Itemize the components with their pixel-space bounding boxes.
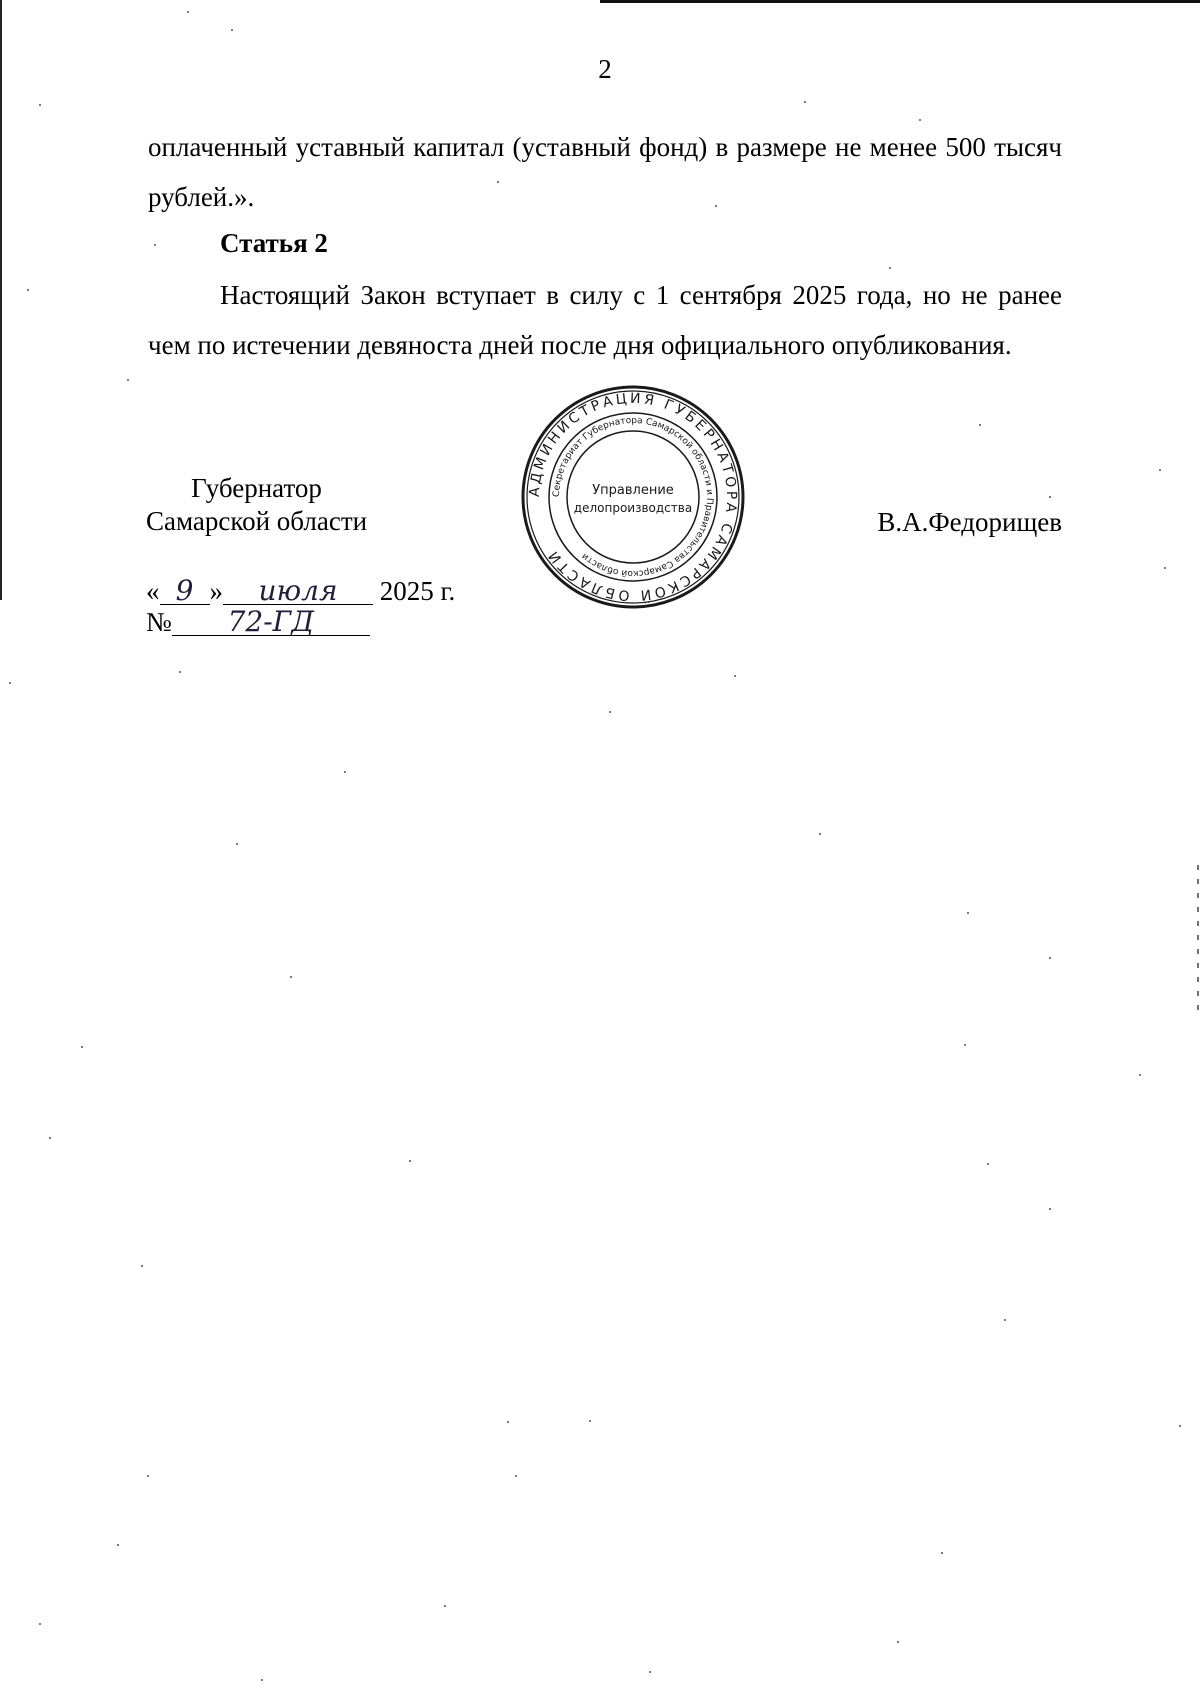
handwritten-law-number: 72-ГД bbox=[172, 609, 370, 636]
paragraph-effective-date: Настоящий Закон вступает в силу с 1 сентября 2025 года, но не ранее чем по истечении девяноста дней после дня официального опубликования. bbox=[148, 280, 1062, 360]
stamp-outer-ring-text: АДМИНИСТРАЦИЯ ГУБЕРНАТОРА САМАРСКОЙ ОБЛАСТИ bbox=[526, 390, 740, 604]
stamp-center-line-1: Управление bbox=[592, 483, 674, 498]
article-heading: Статья 2 bbox=[220, 228, 328, 258]
handwritten-month: июля bbox=[223, 578, 373, 605]
signatory-title-line-2: Самарской области bbox=[146, 506, 368, 536]
number-label: № bbox=[146, 607, 172, 637]
signatory-title bbox=[146, 472, 367, 538]
stamp-center-line-2: делопроизводства bbox=[573, 501, 693, 515]
handwritten-day: 9 bbox=[160, 578, 210, 605]
law-number bbox=[146, 607, 455, 638]
signatory-title-line-1: Губернатор bbox=[191, 473, 322, 503]
signing-date-block bbox=[146, 576, 455, 638]
official-stamp bbox=[520, 384, 746, 610]
signing-date bbox=[146, 576, 455, 607]
page-number: 2 bbox=[598, 54, 612, 84]
stamp-inner-ring-text: Секретариат Губернатора Самарской области и Правительства Самарской области bbox=[551, 415, 715, 579]
date-close-quote: » bbox=[209, 576, 223, 606]
signatory-name: В.А.Федорищев bbox=[877, 507, 1062, 537]
date-open-quote: « bbox=[146, 576, 160, 606]
date-year: 2025 г. bbox=[379, 576, 456, 606]
paragraph-continuation: оплаченный уставный капитал (уставный фонд) в размере не менее 500 тысяч рублей.». bbox=[148, 132, 1062, 212]
